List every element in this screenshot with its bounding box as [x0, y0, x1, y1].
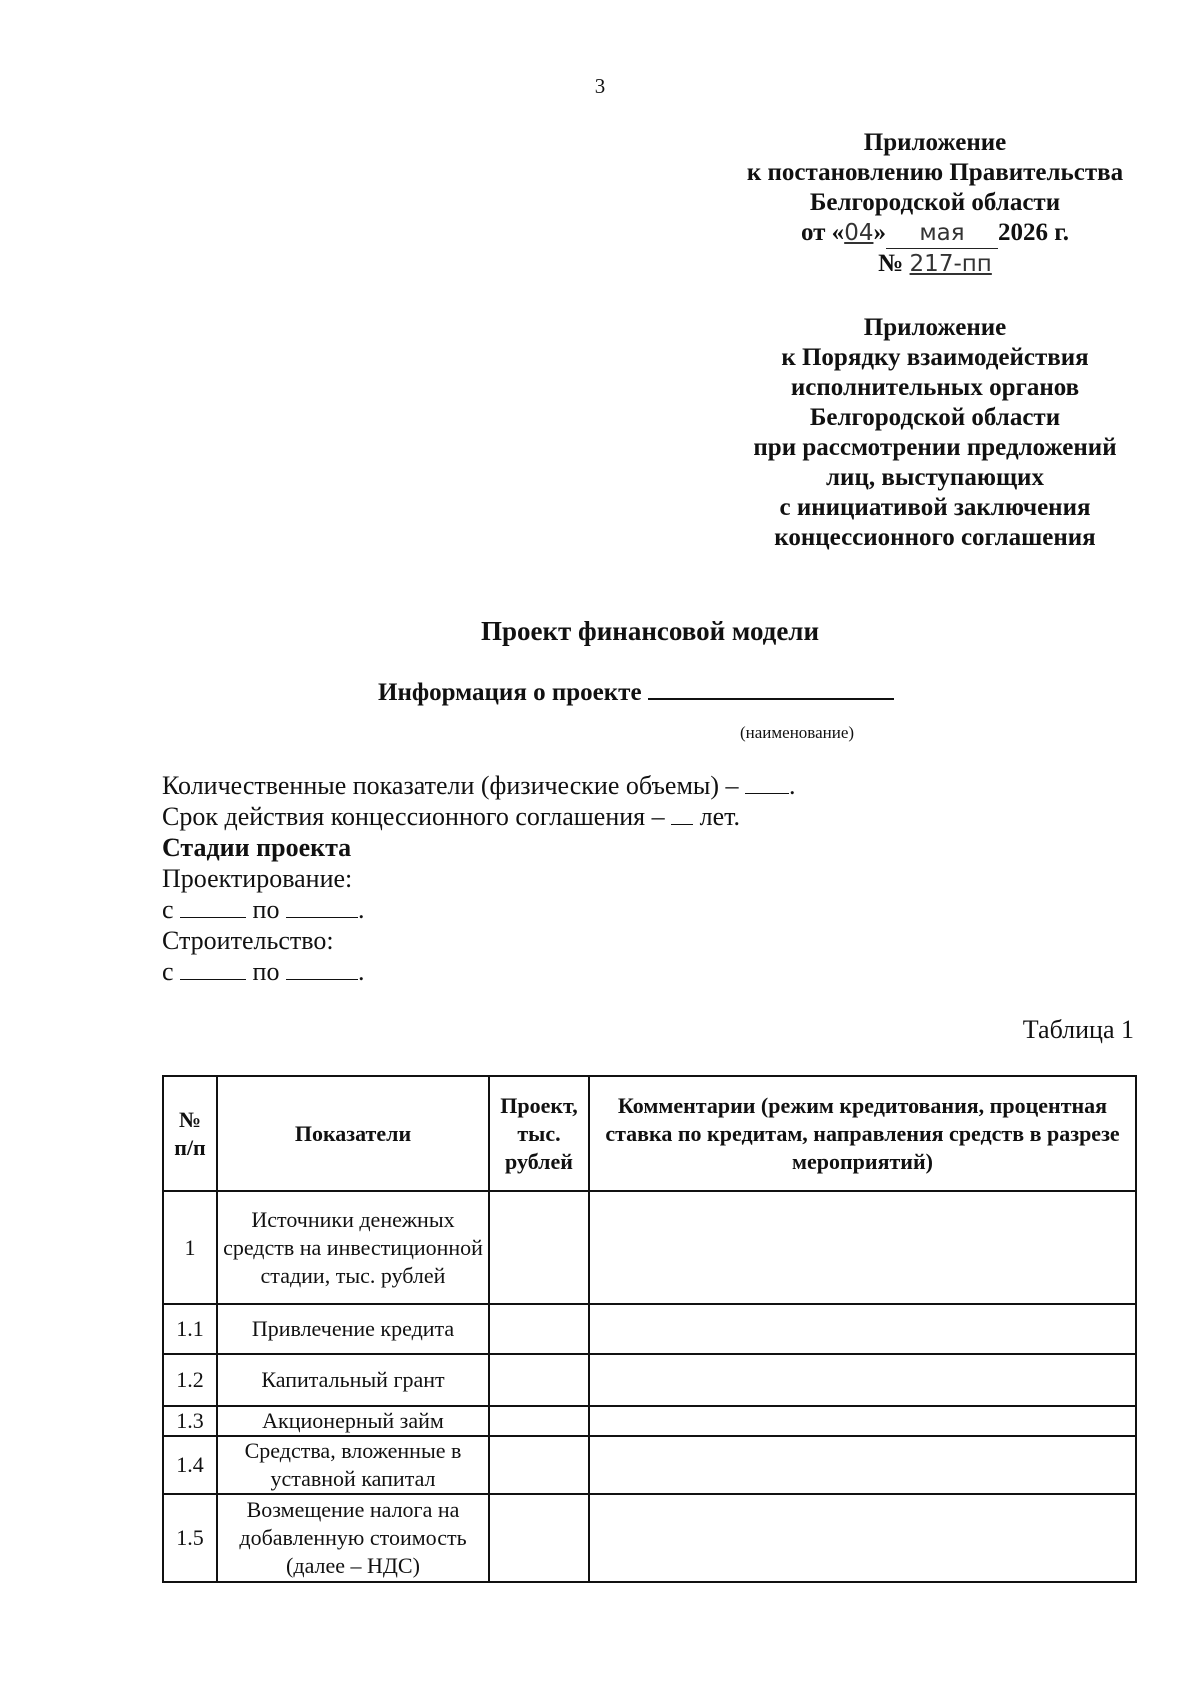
- row-project-value: [489, 1436, 589, 1494]
- quantity-end: .: [789, 771, 796, 800]
- number-prefix: №: [878, 250, 904, 277]
- row-comment: [589, 1354, 1136, 1406]
- appendix-line: при рассмотрении предложений: [753, 434, 1117, 461]
- appendix-line: к Порядку взаимодействия: [781, 344, 1089, 371]
- row-project-value: [489, 1406, 589, 1436]
- resolution-number: [700, 249, 1170, 279]
- table-row: [163, 1436, 1136, 1494]
- period-end: .: [357, 957, 365, 986]
- row-num: 1.4: [163, 1436, 217, 1494]
- row-indicator: Источники денежных средств на инвестиционной стадии, тыс. рублей: [217, 1191, 489, 1304]
- row-num: 1.1: [163, 1304, 217, 1354]
- appendix-line: концессионного соглашения: [774, 524, 1096, 551]
- row-project-value: [489, 1354, 589, 1406]
- term-line: [162, 801, 796, 832]
- row-num: 1: [163, 1191, 217, 1304]
- appendix-line: исполнительных органов: [790, 374, 1080, 401]
- row-num: 1.5: [163, 1494, 217, 1582]
- row-project-value: [489, 1304, 589, 1354]
- appendix-resolution-block: [700, 128, 1170, 279]
- table-row: [163, 1304, 1136, 1354]
- row-project-value: [489, 1494, 589, 1582]
- design-to-blank: [286, 897, 358, 918]
- row-indicator: Средства, вложенные в уставной капитал: [217, 1436, 489, 1494]
- table-row: [163, 1494, 1136, 1582]
- date-mid: »: [873, 219, 886, 246]
- row-indicator: Привлечение кредита: [217, 1304, 489, 1354]
- from-word: с: [162, 957, 181, 986]
- construction-from-blank: [180, 959, 246, 980]
- stages-heading: Стадии проекта: [162, 833, 352, 862]
- period-end: .: [357, 895, 365, 924]
- term-blank: [671, 804, 693, 825]
- table-row: [163, 1191, 1136, 1304]
- from-word: с: [162, 895, 181, 924]
- header-project: Проект, тыс. рублей: [489, 1076, 589, 1191]
- to-word: по: [246, 957, 286, 986]
- appendix-line: Белгородской области: [809, 404, 1061, 431]
- appendix-line: к постановлению Правительства: [746, 159, 1124, 186]
- appendix-procedure-block: [700, 313, 1170, 553]
- row-num: 1.2: [163, 1354, 217, 1406]
- construction-period: [162, 956, 796, 987]
- header-indicator: Показатели: [217, 1076, 489, 1191]
- design-label: Проектирование:: [162, 864, 353, 893]
- resolution-date: [700, 218, 1170, 249]
- header-comments: Комментарии (режим кредитования, процентная ставка по кредитам, направления средств в разрезе мероприятий): [589, 1076, 1136, 1191]
- row-indicator: Капитальный грант: [217, 1354, 489, 1406]
- row-indicator: Акционерный займ: [217, 1406, 489, 1436]
- design-period: [162, 894, 796, 925]
- design-from-blank: [180, 897, 246, 918]
- project-info: [378, 676, 894, 707]
- term-label: Срок действия концессионного соглашения –: [162, 802, 672, 831]
- appendix-line: Белгородской области: [809, 189, 1061, 216]
- project-parameters: [162, 770, 796, 987]
- appendix-line: Приложение: [863, 314, 1007, 341]
- appendix-line: лиц, выступающих: [826, 464, 1044, 491]
- row-num: 1.3: [163, 1406, 217, 1436]
- table-row: [163, 1406, 1136, 1436]
- row-project-value: [489, 1191, 589, 1304]
- financial-model-table: [162, 1075, 1137, 1583]
- row-comment: [589, 1494, 1136, 1582]
- quantity-blank: [745, 773, 789, 794]
- row-comment: [589, 1191, 1136, 1304]
- name-caption: (наименование): [740, 723, 855, 742]
- project-name-blank: [648, 676, 894, 700]
- appendix-line: с инициативой заключения: [779, 494, 1091, 521]
- table-header-row: [163, 1076, 1136, 1191]
- table-caption: Таблица 1: [1022, 1015, 1134, 1044]
- to-word: по: [246, 895, 286, 924]
- date-month: мая: [919, 220, 965, 246]
- table-row: [163, 1354, 1136, 1406]
- project-info-label: Информация о проекте: [378, 679, 642, 706]
- document-title: Проект финансовой модели: [480, 616, 820, 646]
- quantity-line: [162, 770, 796, 801]
- date-year: 2026 г.: [997, 219, 1070, 246]
- date-month-field: [886, 218, 998, 249]
- construction-to-blank: [286, 959, 358, 980]
- header-num: № п/п: [163, 1076, 217, 1191]
- row-indicator: Возмещение налога на добавленную стоимость (далее – НДС): [217, 1494, 489, 1582]
- row-comment: [589, 1304, 1136, 1354]
- appendix-title: Приложение: [863, 129, 1007, 156]
- term-end: лет.: [693, 802, 741, 831]
- construction-label: Строительство:: [162, 926, 334, 955]
- row-comment: [589, 1436, 1136, 1494]
- date-day: 04: [844, 220, 874, 246]
- page-number: 3: [594, 74, 606, 98]
- date-prefix: от «: [800, 219, 845, 246]
- row-comment: [589, 1406, 1136, 1436]
- quantity-label: Количественные показатели (физические объемы) –: [162, 771, 746, 800]
- number-value: 217-пп: [909, 251, 992, 277]
